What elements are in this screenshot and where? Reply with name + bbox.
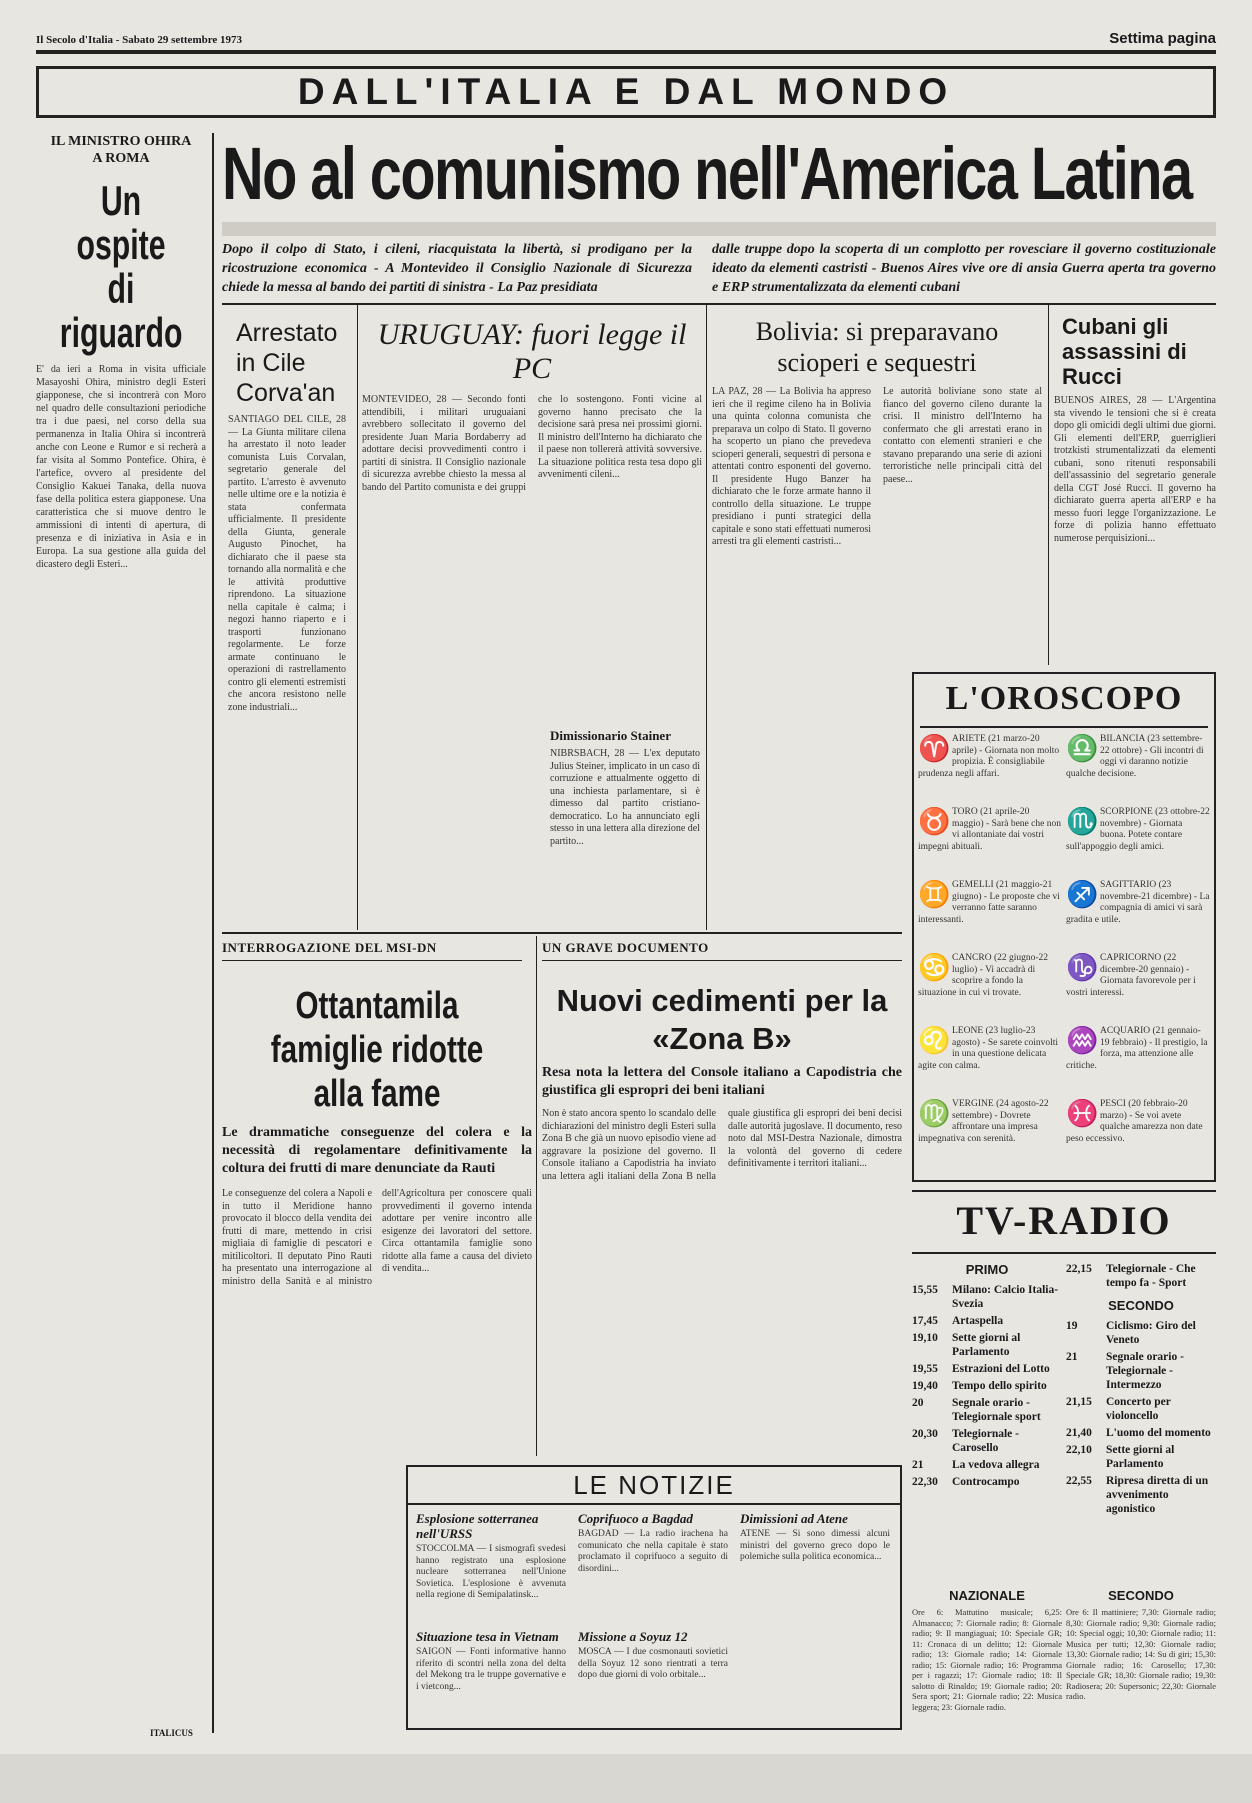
- tv-time: 19,55: [912, 1363, 938, 1375]
- tv-listing: [1066, 1350, 1216, 1392]
- news-item: [740, 1511, 890, 1721]
- tv-time: 17,45: [912, 1315, 938, 1327]
- news-item-body: ATENE — Si sono dimessi alcuni ministri del governo greco dopo le polemiche sulla politica economica...: [740, 1529, 890, 1562]
- radio-secondo: [1066, 1588, 1216, 1727]
- horoscope-item: [1066, 953, 1210, 1023]
- msi-title: Ottantamila famiglie ridotte alla fame: [270, 985, 484, 1115]
- tv-program: Sette giorni al Parlamento: [952, 1332, 1021, 1358]
- horoscope-item: [918, 880, 1062, 950]
- horoscope-text: VERGINE (24 agosto-22 settembre) - Dovrete affrontare una impresa impegnativa con serenità.: [918, 1099, 1049, 1144]
- tv-listing: [1066, 1474, 1216, 1516]
- tv-time: 21,40: [1066, 1427, 1092, 1439]
- zodiac-scorpione-icon: ♏: [1066, 807, 1099, 836]
- zonab-body: Non è stato ancora spento lo scandalo delle dichiarazioni del ministro degli Esteri sulla Zona B che già un nuovo episodio viene ad aggravare la posizione del governo. Il Console italiano a Capodistria ha inviato una lettera agli italiani della Zona B nella quale giustifica gli espropri dei beni decisi dalle autorità jugoslave. Il documento, reso noto dal MSI-Destra Nazionale, dimostra la volontà del governo di cedere definitivamente i territori italiani...: [542, 1108, 902, 1182]
- tv-primo2-list: [1066, 1262, 1216, 1290]
- col-rule-3: [1048, 305, 1049, 665]
- horoscope-item: [1066, 1026, 1210, 1096]
- tv-primo-label: PRIMO: [965, 1262, 1009, 1277]
- stainer-title: Dimissionario Stainer: [550, 728, 671, 743]
- sidebar-body: E' da ieri a Roma in visita ufficiale Masayoshi Ohira, ministro degli Esteri giapponese, che si incontrerà con Moro nel quadro delle consultazioni periodiche tra i due paesi, nel corso della sua permanenza in Italia Ohira si incontrerà anche con Leone e Rumor e si recherà a far visita al Sommo Pontefice. Ohira, è l'artefice, ovvero al presidente del Consiglio Kakuei Tanaka, della nuova fase della politica estera giapponese. Una caratteristica che si muove dentro le ammissioni di intenti di apertura, di presenza e di iniziativa in Asia e in Europa. La sua gestione alla guida del dicastero degli Esteri...: [36, 364, 206, 570]
- tvradio-title-rule: [912, 1252, 1216, 1254]
- news-item-body: MOSCA — I due cosmonauti sovietici della Soyuz 12 sono rientrati a terra dopo due giorni di volo orbitale...: [578, 1647, 728, 1680]
- horoscope-item: [918, 953, 1062, 1023]
- tvradio-section: [912, 1190, 1216, 1730]
- zodiac-acquario-icon: ♒: [1066, 1026, 1099, 1055]
- news-items: [416, 1511, 892, 1725]
- article-zonab: [542, 940, 902, 1460]
- zodiac-capricorno-icon: ♑: [1066, 953, 1099, 982]
- article-cile: [222, 310, 352, 930]
- cubani-title: Cubani gli assassini di Rucci: [1062, 314, 1187, 389]
- horoscope-item: [918, 807, 1062, 877]
- sidebar-rule: [212, 133, 214, 1733]
- tv-listing: [1066, 1443, 1216, 1471]
- news-item-body: SAIGON — Fonti informative hanno riferito di scontri nella zona del delta del Mekong tra le truppe governative e i vietcong...: [416, 1647, 566, 1692]
- horoscope-text: SCORPIONE (23 ottobre-22 novembre) - Giornata buona. Potete contare sull'appoggio degli amici.: [1066, 807, 1210, 852]
- zonab-subhead: Resa nota la lettera del Console italiano a Capodistria che giustifica gli espropri dei beni italiani: [542, 1065, 902, 1098]
- tv-time: 19,40: [912, 1380, 938, 1392]
- section-banner: [36, 66, 1216, 118]
- tv-program: Segnale orario - Telegiornale - Intermezzo: [1106, 1351, 1184, 1391]
- radio-nazionale-label: NAZIONALE: [949, 1588, 1025, 1603]
- tv-program: La vedova allegra: [952, 1459, 1040, 1471]
- zodiac-cancro-icon: ♋: [918, 953, 951, 982]
- uruguay-title: URUGUAY: fuori legge il PC: [377, 318, 687, 385]
- msi-subhead: Le drammatiche conseguenze del colera e la necessità di regolamentare definitivamente la coltura dei frutti di mare denunciate da Rauti: [222, 1125, 532, 1176]
- tv-listing: [912, 1427, 1062, 1455]
- article-stainer: [550, 728, 700, 928]
- zodiac-gemelli-icon: ♊: [918, 880, 951, 909]
- bolivia-body: LA PAZ, 28 — La Bolivia ha appreso ieri che il regime cileno ha in Bolivia una quinta colonna comunista che preparava un colpo di Stato. Il governo ha scoperto un piano che prevedeva scioperi generali, sequestri di persona e attentati contro esponenti del governo. Il presidente Hugo Banzer ha dichiarato che le forze armate hanno il controllo della situazione. Le truppe presidiano i punti strategici della capitale e sono stati effettuati numerosi arresti tra gli elementi castristi...: [712, 386, 871, 547]
- article-cubani: [1054, 310, 1216, 670]
- tv-listing: [912, 1379, 1062, 1393]
- header-page-label: Settima pagina: [1109, 30, 1216, 47]
- bottom-rule: [222, 932, 902, 934]
- tv-program: Segnale orario - Telegiornale sport: [952, 1397, 1041, 1423]
- tv-primo: [912, 1262, 1062, 1492]
- sidebar-title: Un ospite di riguardo: [59, 177, 183, 356]
- tv-program: Sette giorni al Parlamento: [1106, 1444, 1175, 1470]
- cubani-body: BUENOS AIRES, 28 — L'Argentina sta vivendo le tensioni che si è creata dopo gli omicidi degli ultimi due giorni. Gli elementi dell'ERP, guerriglieri trotzkisti strumentalizzati da elementi cubani, sono ritenuti responsabili dell'assassinio del segretario generale della CGT José Rucci. Il governo ha dichiarato guerra aperta all'ERP e ha messo fuori legge l'organizzazione. Le forze di polizia hanno effettuato numerose perquisizioni...: [1054, 395, 1216, 544]
- tvradio-title: TV-RADIO: [956, 1198, 1172, 1243]
- cile-body: SANTIAGO DEL CILE, 28 — La Giunta militare cilena ha arrestato il noto leader comunista Luis Corvalan, segretario generale del partito. L'arresto è avvenuto nelle ultime ore e la notizia è stata confermata ufficialmente. Il presidente della Giunta, generale Augusto Pinochet, ha dichiarato che il paese sta tornando alla normalità e che le attività produttive riprendono. La situazione nella capitale è calma; i negozi hanno riaperto e i trasporti funzionano regolarmente. Le forze armate continuano le operazioni di rastrellamento contro gli elementi estremisti che ancora resistono nelle zone industriali...: [228, 414, 346, 713]
- bolivia-title: Bolivia: si preparavano scioperi e sequestri: [755, 317, 999, 377]
- horoscope-item: [918, 1026, 1062, 1096]
- horoscope-text: CANCRO (22 giugno-22 luglio) - Vi accadrà di scoprire a fondo la situazione in cui vi trovate.: [918, 953, 1049, 998]
- news-title: LE NOTIZIE: [408, 1467, 900, 1505]
- radio-nazionale: [912, 1588, 1062, 1727]
- section-title: DALL'ITALIA E DAL MONDO: [297, 71, 955, 112]
- header-date: Il Secolo d'Italia - Sabato 29 settembre 1973: [36, 34, 243, 46]
- tv-secondo-label: SECONDO: [1108, 1298, 1174, 1313]
- bolivia-body-2: Le autorità boliviane sono state al fianco del governo cileno durante la crisi. Il ministro dell'Interno ha confermato che gli arrestati erano in contatto con elementi stranieri e che stavano preparando una serie di azioni terroristiche nelle principali città del paese...: [883, 386, 1042, 485]
- tv-listing: [1066, 1262, 1216, 1290]
- sidebar-signature: ITALICUS: [150, 1728, 193, 1738]
- tv-listing: [912, 1458, 1062, 1472]
- news-box: [406, 1465, 902, 1730]
- tv-secondo-list: [1066, 1319, 1216, 1516]
- horoscope-grid: [918, 734, 1212, 1174]
- tv-time: 19,10: [912, 1332, 938, 1344]
- tv-time: 20: [912, 1397, 924, 1409]
- news-item-body: BAGDAD — La radio irachena ha comunicato che nella capitale è stato proclamato il coprifuoco a seguito di disordini...: [578, 1529, 728, 1574]
- news-item: [578, 1629, 728, 1741]
- zodiac-bilancia-icon: ♎: [1066, 734, 1099, 763]
- news-item-body: STOCCOLMA — I sismografi svedesi hanno registrato una esplosione nucleare sotterranea nell'Unione Sovietica. L'esplosione è avvenuta nella regione di Semipalatinsk...: [416, 1544, 566, 1600]
- news-item-title: Coprifuoco a Bagdad: [578, 1511, 693, 1526]
- stainer-body: NIBRSBACH, 28 — L'ex deputato Julius Steiner, implicato in un caso di corruzione e attualmente oggetto di una inchiesta parlamentare, si è dimesso dal partito cristiano-democratico. Lo ha annunciato egli stesso in una lettera alla direzione del partito...: [550, 748, 700, 847]
- tv-listing: [912, 1362, 1062, 1376]
- horoscope-item: [1066, 880, 1210, 950]
- zodiac-ariete-icon: ♈: [918, 734, 951, 763]
- zodiac-vergine-icon: ♍: [918, 1099, 951, 1128]
- horoscope-text: ARIETE (21 marzo-20 aprile) - Giornata non molto propizia. È consigliabile prudenza negli affari.: [918, 734, 1060, 779]
- horoscope-item: [1066, 734, 1210, 804]
- tv-program: Telegiornale - Carosello: [952, 1428, 1019, 1454]
- tv-listing: [912, 1283, 1062, 1311]
- main-subhead-right: dalle truppe dopo la scoperta di un complotto per rovesciare il governo costituzionale ideato da elementi castristi - Buenos Aires vive ore di ansia Guerra aperta tra governo e ERP strumentalizzata da elementi cubani: [712, 242, 1216, 295]
- horoscope-title-rule: [920, 726, 1208, 728]
- tv-time: 21: [1066, 1351, 1078, 1363]
- col-rule-2: [706, 305, 707, 930]
- msi-kicker: INTERROGAZIONE DEL MSI-DN: [222, 940, 437, 955]
- page-header: [36, 30, 1216, 50]
- tv-program: Tempo dello spirito: [952, 1380, 1047, 1392]
- zonab-kicker-rule: [542, 960, 902, 961]
- horoscope-item: [918, 1099, 1062, 1169]
- tv-listing: [1066, 1395, 1216, 1423]
- zodiac-pesci-icon: ♓: [1066, 1099, 1099, 1128]
- tv-time: 21,15: [1066, 1396, 1092, 1408]
- news-item-title: Missione a Soyuz 12: [578, 1629, 688, 1644]
- news-item: [578, 1511, 728, 1623]
- horoscope-item: [1066, 1099, 1210, 1169]
- tv-program: Controcampo: [952, 1476, 1020, 1488]
- tv-time: 19: [1066, 1320, 1078, 1332]
- tv-time: 15,55: [912, 1284, 938, 1296]
- horoscope-item: [918, 734, 1062, 804]
- horoscope-text: CAPRICORNO (22 dicembre-20 gennaio) - Giornata favorevole per i vostri interessi.: [1066, 953, 1196, 998]
- tv-secondo: [1066, 1262, 1216, 1519]
- zodiac-toro-icon: ♉: [918, 807, 951, 836]
- tv-program: Ciclismo: Giro del Veneto: [1106, 1320, 1196, 1346]
- radio-secondo-label: SECONDO: [1108, 1588, 1174, 1603]
- news-item: [416, 1511, 566, 1623]
- tv-primo-list: [912, 1283, 1062, 1489]
- tv-listing: [912, 1331, 1062, 1359]
- horoscope-text: LEONE (23 luglio-23 agosto) - Se sarete coinvolti in una questione delicata agite con calma.: [918, 1026, 1059, 1071]
- zonab-kicker: UN GRAVE DOCUMENTO: [542, 940, 709, 955]
- articles-frame: [222, 303, 1216, 305]
- zodiac-leone-icon: ♌: [918, 1026, 951, 1055]
- cile-title: Arrestato in Cile Corva'an: [236, 319, 338, 407]
- tv-program: Concerto per violoncello: [1106, 1396, 1171, 1422]
- col-rule-1: [357, 305, 358, 930]
- tv-listing: [912, 1475, 1062, 1489]
- news-item-title: Dimissioni ad Atene: [740, 1511, 848, 1526]
- col-rule-msi: [536, 936, 537, 1456]
- news-item-title: Esplosione sotterranea nell'URSS: [416, 1511, 539, 1541]
- horoscope-title: L'OROSCOPO: [945, 680, 1183, 717]
- tv-program: Artaspella: [952, 1315, 1004, 1327]
- horoscope-text: ACQUARIO (21 gennaio-19 febbraio) - Il prestigio, la forza, ma attenzione alle critiche.: [1066, 1026, 1208, 1071]
- tv-program: Milano: Calcio Italia-Svezia: [952, 1284, 1059, 1310]
- tv-time: 21: [912, 1459, 924, 1471]
- uruguay-body: MONTEVIDEO, 28 — Secondo fonti attendibili, i militari uruguaiani avrebbero sollecitato il governo del presidente Juan Maria Bordaberry ad adottare decisi provvedimenti contro i partiti di sinistra. Il Consiglio nazionale di sicurezza avrebbe chiesto la messa al bando del Partito comunista e dei gruppi che lo sostengono. Fonti vicine al governo hanno precisato che la decisione sarà presa nei prossimi giorni. Il ministro dell'Interno ha dichiarato che il paese non tollererà attività sovversive. La situazione politica resta tesa dopo gli avvenimenti cileni...: [362, 394, 702, 493]
- horoscope-text: TORO (21 aprile-20 maggio) - Sarà bene che non vi allontaniate dai vostri impegni abituali.: [918, 807, 1061, 852]
- zonab-title: Nuovi cedimenti per la «Zona B»: [556, 983, 888, 1056]
- horoscope-box: [912, 672, 1216, 1182]
- main-headline: No al comunismo nell'America Latina: [222, 132, 1192, 215]
- tv-time: 22,10: [1066, 1444, 1092, 1456]
- horoscope-text: SAGITTARIO (23 novembre-21 dicembre) - La compagnia di amici vi sarà gradita e utile.: [1066, 880, 1210, 925]
- msi-body: Le conseguenze del colera a Napoli e in tutto il Meridione hanno provocato il blocco della vendita dei frutti di mare, mettendo in crisi migliaia di famiglie di pescatori e mitilicoltori. Il deputato Pino Rauti ha presentato una interrogazione al ministro della Sanità e al ministro dell'Agricoltura per conoscere quali provvedimenti il governo intenda adottare per venire incontro alle esigenze dei lavoratori del settore. Circa ottantamila famiglie sono ridotte alla fame a causa del divieto di vendita...: [222, 1188, 532, 1287]
- horoscope-text: GEMELLI (21 maggio-21 giugno) - Le proposte che vi verranno fatte saranno interessanti.: [918, 880, 1060, 925]
- radio-nazionale-body: Ore 6: Mattutino musicale; 6,25: Almanacco; 7: Giornale radio; 8: Giornale radio; 9: Il mangiaguai; 10: Speciale GR; 11: Cronaca di un delitto; 12: Giornale radio; 13: Giornale radio; 14: Giornale radio; 15: Giornale radio; 16: Programma per i ragazzi; 17: Giornale radio; 18: Il salotto di Rinaldo; 19: Giornale radio; 20: Sera sport; 21: Giornale radio; 22: Musica leggera; 23: Giornale radio.: [912, 1607, 1062, 1712]
- zodiac-sagittario-icon: ♐: [1066, 880, 1099, 909]
- headline-underline: [222, 222, 1216, 236]
- sidebar-article: [36, 133, 206, 1733]
- tv-program: Ripresa diretta di un avvenimento agonistico: [1106, 1475, 1209, 1515]
- tv-program: Estrazioni del Lotto: [952, 1363, 1050, 1375]
- tv-time: 22,55: [1066, 1475, 1092, 1487]
- tv-listing: [1066, 1319, 1216, 1347]
- tv-time: 20,30: [912, 1428, 938, 1440]
- horoscope-text: PESCI (20 febbraio-20 marzo) - Se voi avete qualche amarezza non date peso eccessivo.: [1066, 1099, 1203, 1144]
- msi-kicker-rule: [222, 960, 522, 961]
- tv-program: L'uomo del momento: [1106, 1427, 1211, 1439]
- news-item-title: Situazione tesa in Vietnam: [416, 1629, 559, 1644]
- tv-listing: [1066, 1426, 1216, 1440]
- radio-secondo-body: Ore 6: Il mattiniere; 7,30: Giornale radio; 8,30: Giornale radio; 9,30: Giornale radio; 10: Special oggi; 10,30: Giornale radio; 11: Musica per tutti; 12,30: Giornale radio; 13,30: Giornale radio; 14: Su di giri; 15,30: Giornale radio; 16: Carosello; 17,30: Speciale GR; 18,30: Giornale radio; 19,30: Radiosera; 20: Supersonic; 22,30: Giornale radio.: [1066, 1607, 1216, 1701]
- main-subhead-left: Dopo il colpo di Stato, i cileni, riacquistata la libertà, si prodigano per la ricostruzione economica - A Montevideo il Consiglio Nazionale di Sicurezza chiede la messa al bando dei partiti di sinistra - La Paz presidiata: [222, 242, 692, 295]
- header-rule: [36, 50, 1216, 54]
- tv-program: Telegiornale - Che tempo fa - Sport: [1106, 1263, 1196, 1289]
- tv-listing: [912, 1396, 1062, 1424]
- tv-time: 22,30: [912, 1476, 938, 1488]
- tv-listing: [912, 1314, 1062, 1328]
- sidebar-kicker: IL MINISTRO OHIRA A ROMA: [50, 134, 192, 166]
- tvradio-top-rule: [912, 1190, 1216, 1192]
- news-item: [416, 1629, 566, 1741]
- horoscope-item: [1066, 807, 1210, 877]
- tv-time: 22,15: [1066, 1263, 1092, 1275]
- horoscope-text: BILANCIA (23 settembre-22 ottobre) - Gli incontri di oggi vi daranno notizie qualche decisione.: [1066, 734, 1204, 779]
